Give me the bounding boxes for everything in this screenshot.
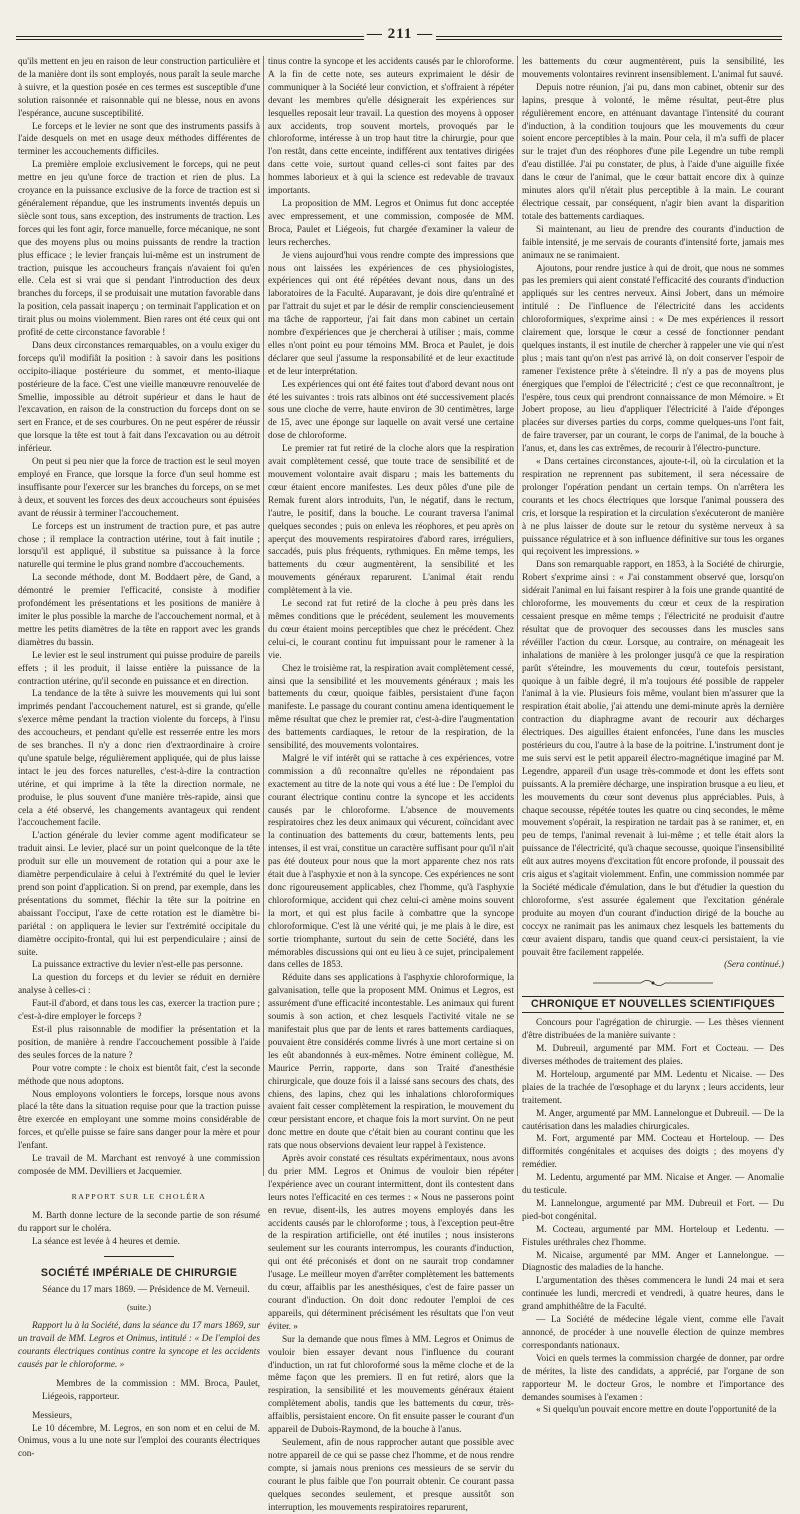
paragraph: Le travail de M. Marchant est renvoyé à une commission composée de MM. Devilliers et Jacquemier. bbox=[18, 1154, 260, 1177]
paragraph: La seconde méthode, dont M. Boddaert père, de Gand, a démontré le premier l'efficacité, consiste à modifier profondément les présentations et les positions de manière à imiter le plus possible la marche de l'accouchement normal, et à mettre les petits diamètres de la tête en rapport avec les grands diamètres du bassin. bbox=[18, 573, 260, 648]
paragraph: Le premier rat fut retiré de la cloche alors que la respiration avait complètement cessé, que toute trace de sensibilité et de mouvement volontaire avait disparu ; mais les battements du cœur étaient encore manifestes. Les deux pôles d'une pile de Remak furent alors introduits, l'un, le négatif, dans le rectum, l'autre, le positif, dans la bouche. Le courant traversa l'animal quelques secondes ; puis on enleva les réophores, et peu après on aperçut des mouvements respiratoires d'abord rares, irréguliers, saccadés, puis plus fréquents, rythmiques. En même temps, les battements du cœur augmentèrent, la sensibilité et les mouvements généraux reparurent. L'animal était rendu complètement à la vie. bbox=[268, 444, 514, 597]
paragraph: On peut si peu nier que la force de traction est le seul moyen employé en France, que lorsque la force d'un seul homme est insuffisante pour l'exercer sur les branches du forceps, on se met à deux, et souvent les forces des deux accoucheurs sont épuisées avant de réussir à terminer l'accouchement. bbox=[18, 457, 260, 519]
paragraph: Faut-il d'abord, et dans tous les cas, exercer la traction pure ; c'est-à-dire employer le forceps ? bbox=[18, 999, 260, 1023]
paragraph: La séance est levée à 4 heures et demie. bbox=[32, 1236, 180, 1247]
paragraph: Sur la demande que nous fîmes à MM. Legros et Onimus de vouloir bien essayer devant nous l'influence du courant d'induction, un rat fut chloroformé sous la même cloche et de la même façon que les premiers. Il en fut retiré, alors que la respiration, la sensibilité et les mouvements généraux étaient complètement abolis, tandis que les battements du cœur, très-affaiblis, persistaient encore. On fit ensuite passer le courant d'un appareil de Dubois-Raymond, de la bouche à l'anus. bbox=[268, 1334, 514, 1436]
paragraph: La puissance extractive du levier n'est-elle pas personne. bbox=[32, 960, 243, 971]
paragraph: M. Ledentu, argumenté par MM. Nicaise et Anger. — Anomalie du testicule. bbox=[522, 1173, 784, 1197]
paragraph: Le 10 décembre, M. Legros, en son nom et en celui de M. Onimus, vous a lu une note sur l'emploi des courants électriques con- bbox=[18, 1423, 260, 1460]
paragraph: les battements du cœur augmentèrent, puis la sensibilité, les mouvements volontaires revinrent insensiblement. L'animal fut sauvé. bbox=[522, 57, 784, 80]
paragraph: Est-il plus raisonnable de modifier la présentation et la position, de manière à rendre l'accouchement possible à l'aide des seules forces de la nature ? bbox=[18, 1024, 260, 1061]
paragraph: Concours pour l'agrégation de chirurgie. — Les thèses viennent d'être distribuées de la manière suivante : bbox=[522, 1018, 784, 1042]
paragraph: L'action générale du levier comme agent modificateur se traduit ainsi. Le levier, placé sur un point quelconque de la tête produit sur elle un mouvement de rotation qui a pour axe le diamètre perpendiculaire à celui à l'extrémité du quel le levier prend son point d'application. Si on prend, par exemple, dans les présentations du sommet, fléchir la tête sur la poitrine en abaissant l'occiput, l'axe de cette rotation est le diamètre bi-pariétal : on appliquera le levier sur l'extrémité occipitale du diamètre occipito-frontal, qui lui est perpendiculaire ; ainsi de suite. bbox=[18, 831, 260, 958]
paragraph: — La Société de médecine légale vient, comme elle l'avait annoncé, de procéder à une nouvelle élection de quinze membres correspondants nationaux. bbox=[522, 1315, 784, 1351]
paragraph: Le forceps et le levier ne sont que des instruments passifs à l'aide desquels on met en usage deux méthodes différentes de terminer les accouchements difficiles. bbox=[18, 121, 260, 158]
paragraph: Nous employons volontiers le forceps, lorsque nous avons placé la tête dans la situation requise pour que la traction puisse être exercée en employant une somme moins considérable de forces, et qu'elle puisse se faire sans danger pour la mère et pour l'enfant. bbox=[18, 1089, 260, 1152]
suite-label: (suite.) bbox=[126, 1302, 152, 1313]
paragraph: M. Horteloup, argumenté par MM. Ledentu et Nicaise. — Des plaies de la trachée de l'œsophage et du larynx ; leurs accidents, leur traitement. bbox=[522, 1069, 784, 1106]
section-divider bbox=[104, 1256, 174, 1257]
paragraph: L'argumentation des thèses commencera le lundi 24 mai et sera continuée les lundi, mercredi et vendredi, à quatre heures, dans le grand amphithéâtre de la Faculté. bbox=[522, 1276, 784, 1313]
paragraph: Malgré le vif intérêt qui se rattache à ces expériences, votre commission a dû reconnaître qu'elles ne répondaient pas exactement au titre de la note qui vous a été lue : De l'emploi du courant électrique continu contre la syncope et les accidents causés par le chloroforme. L'absence de mouvements respiratoires chez les deux animaux qui vécurent, coïncidant avec la continuation des battements du cœur, battements lents, peu intenses, il est vrai, constitue un caractère suffisant pour qu'il n'ait pas été douteux pour nous que la mort apparente chez nos rats était due à l'asphyxie et non à la syncope. Ces expériences ne sont donc rigoureusement applicables, chez l'homme, qu'à l'asphyxie chloroformique, accident qui chez celui-ci amène moins souvent la mort, et qui est plus facile à combattre que la syncope chloroformique. C'est là une vérité qui, je me plais à le dire, est sortie triomphante, surtout du sein de cette Société, dans les mémorables discussions qui ont eu lieu à ce sujet, principalement dans celles de 1853. bbox=[268, 753, 514, 971]
report-intro: Rapport lu à la Société, dans la séance du 17 mars 1869, sur un travail de MM. Legros et Onimus, intitulé : « De l'emploi des courants électriques continus contre la syncope et les accidents causés par le chloroforme. » bbox=[18, 1321, 260, 1370]
column-divider bbox=[263, 56, 264, 1176]
paragraph: « Dans certaines circonstances, ajoute-t-il, où la circulation et la respiration ne reprennent pas subitement, il sera nécessaire de prolonger l'opération pendant un certain temps. On n'arrêtera les courants et les chocs électriques que lorsque l'animal poussera des cris, et lorsque la respiration et la circulation s'exécuteront de manière à ne plus laisser de doute sur le retour du système nerveux à sa puissance régulatrice et à son influence définitive sur tous les organes qui reçoivent les impressions. » bbox=[522, 457, 784, 558]
paragraph: Ajoutons, pour rendre justice à qui de droit, que nous ne sommes pas les premiers qui aient constaté l'efficacité des courants d'induction appliqués sur les centres nerveux. Ainsi Jobert, dans un mémoire intitulé : De l'influence de l'électricité dans les accidents chloroformiques, s'exprime ainsi : « De mes expériences il ressort clairement que, lorsque le cœur a cessé de fonctionner pendant quelques instants, il est inutile de chercher à rappeler une vie qui n'est plus ; mais tant qu'on n'est pas arrivé là, on doit conserver l'espoir de ramener l'existence prête à s'éteindre. Il n'y a pas de moyens plus énergiques que l'emploi de l'électricité ; c'est ce que reconnaîtront, je l'espère, tous ceux qui prendront connaissance de mon Mémoire. » Et Jobert propose, au lieu d'appliquer l'électricité à l'aide d'éponges placées sur diverses parties du corps, comme quelques-uns l'ont fait, de faire traverser, par un courant, le corps de l'animal, de la bouche à l'anus, et, dans les cas extrêmes, de recourir à l'électro-puncture. bbox=[522, 263, 784, 455]
page-header bbox=[8, 24, 792, 52]
page-number: — 211 — bbox=[366, 26, 434, 42]
paragraph: Seulement, afin de nous rapprocher autant que possible avec notre appareil de ce qui se passe chez l'homme, et de nous rendre compte, si jamais nous prenions ces messieurs de se servir du courant le plus faible que l'on pourrait obtenir. Ce courant passa quelques secondes seulement, et presque aussitôt son interruption, les mouvements respiratoires reparurent, bbox=[268, 1437, 514, 1513]
column-divider bbox=[517, 56, 518, 1176]
paragraph: Je viens aujourd'hui vous rendre compte des impressions que nous ont laissées les expériences de ces physiologistes, expériences qui ont été répétées devant nous, dans un des laboratoires de la Faculté. Auparavant, je dois dire qu'entraîné et par l'attrait du sujet et par le désir de remplir consciencieusement ma tâche de rapporteur, j'ai fait dans mon cabinet un certain nombre d'expériences que je chercherai à utiliser ; mais, comme elles n'ont point eu pour témoins MM. Broca et Paulet, je dois déclarer que seul j'assume la responsabilité et de leur exactitude et de leur interprétation. bbox=[268, 250, 514, 377]
header-rule-left bbox=[16, 36, 364, 40]
paragraph: M. Lannelongue, argumenté par MM. Dubreuil et Fort. — Du pied-bot congénital. bbox=[522, 1198, 784, 1222]
paragraph: Le second rat fut retiré de la cloche à peu près dans les mêmes conditions que le précédent, seulement les mouvements du cœur étaient moins perceptibles que chez le précédent. Chez celui-ci, le courant continu fut impuissant pour le ramener à la vie. bbox=[268, 599, 514, 661]
continuation-note: (Sera continué.) bbox=[724, 960, 784, 971]
seance-line: Séance du 17 mars 1869. — Présidence de M. Verneuil. bbox=[42, 1285, 250, 1296]
paragraph: Pour votre compte : le choix est bientôt fait, c'est la seconde méthode que nous adoptons. bbox=[18, 1063, 260, 1087]
salutation: Messieurs, bbox=[32, 1410, 73, 1421]
paragraph: La proposition de MM. Legros et Onimus fut donc acceptée avec empressement, et une commission, composée de MM. Broca, Paulet et Liégeois, fut chargée d'examiner la valeur de leurs recherches. bbox=[268, 198, 514, 248]
paragraph: Voici en quels termes la commission chargée de donner, par ordre de mérites, la liste des candidats, a apprécié, par l'organe de son rapporteur M. le docteur Gros, le nombre et l'importance des demandes soumises à l'examen : bbox=[522, 1353, 784, 1403]
paragraph: M. Barth donne lecture de la seconde partie de son résumé du rapport sur le choléra. bbox=[18, 1210, 260, 1234]
paragraph: Dans son remarquable rapport, en 1853, à la Société de chirurgie, Robert s'exprime ainsi : « J'ai constamment observé que, lorsqu'on sidérait l'animal en lui faisant respirer à la fois une grande quantité de chloroforme, les mouvements du cœur et ceux de la respiration cessaient presque en même temps ; l'électricité ne produisit d'autre résultat que de provoquer des secousses dans les muscles sans révéiller l'action du cœur. Lorsque, au contraire, on ménageait les inhalations de manière à les prolonger jusqu'à ce que la respiration parût s'éteindre, les mouvements du cœur, toutefois persistant, quoique à un faible degré, il m'a toujours été possible de rappeler l'animal à la vie. Plusieurs fois même, voulant bien m'assurer que la respiration était abolie, j'ai attendu une demi-minute après la dernière contraction du diaphragme avant de recourir aux décharges électriques. Des aiguilles étaient enfoncées, l'une dans les muscles postérieurs du cou, l'autre à la base de la poitrine. L'instrument dont je me suis servi est le petit appareil électro-magnétique imaginé par M. Legendre, appareil d'un usage très-commode et dont les effets sont puissants. A la première décharge, une inspiration brusque a eu lieu, et les mouvements du cœur sont devenus plus appréciables. Puis, à chaque secousse, répétée toutes les quatre ou cinq secondes, le même mouvement s'opérait, la respiration ne tardait pas à se ranimer, et, en peu de temps, l'animal revenait à lui-même ; et telle était alors la puissance de l'électricité, qu'à chaque secousse, quoique l'insensibilité eût aux autres moyens d'excitation fût encore profonde, il poussait des cris aigus et s'agitait violemment. Enfin, une commission nommée par la Société médicale d'émulation, dans le but d'étudier la question du chloroforme, s'est assurée également que l'excitation générale produite au moyen d'un courant d'induction dirigé de la bouche au coccyx ne ranimait pas les animaux chez lesquels les battements du cœur avaient disparu, tandis que quand ceux-ci persistaient, la vie pouvait être facilement rappelée. bbox=[522, 560, 784, 958]
section-heading-rapport: RAPPORT SUR LE CHOLÉRA bbox=[71, 1191, 207, 1201]
society-title: SOCIÉTÉ IMPÉRIALE DE CHIRURGIE bbox=[40, 1267, 238, 1280]
paragraph: M. Dubreuil, argumenté par MM. Fort et Cocteau. — Des diverses méthodes de traitement des plaies. bbox=[522, 1044, 784, 1067]
header-rule-right bbox=[436, 36, 782, 40]
column-3 bbox=[522, 56, 784, 1417]
paragraph: Depuis notre réunion, j'ai pu, dans mon cabinet, obtenir sur des lapins, presque à volonté, le même résultat, peut-être plus régulièrement encore, en atténuant davantage l'intensité du courant d'induction, à la condition toujours que les mouvements du cœur soient encore perceptibles à la main. Pour cela, il m'a suffi de placer sur le trajet d'un des réophores d'une pile Legendre un tube rempli d'eau distillée. J'ai pu constater, de plus, à l'aide d'une aiguille fixée dans le cœur de l'animal, que le cœur battait encore dix à quinze minutes alors qu'il n'était plus perceptible à la main. Le courant électrique cessait, par conséquent, n'agir bien avant la disparition totale des battements cardiaques. bbox=[522, 82, 784, 222]
chronique-title: CHRONIQUE ET NOUVELLES SCIENTIFIQUES bbox=[522, 996, 784, 1013]
ornament-divider-icon bbox=[522, 978, 784, 988]
paragraph: M. Fort, argumenté par MM. Cocteau et Horteloup. — Des difformités congénitales et acquises des doigts ; des moyens d'y remédier. bbox=[522, 1134, 784, 1171]
paragraph: Si maintenant, au lieu de prendre des courants d'induction de faible intensité, je me servais de courants d'intensité forte, jamais mes animaux ne se ranimaient. bbox=[522, 224, 784, 261]
commission-members: Membres de la commission : MM. Broca, Paulet, Liégeois, rapporteur. bbox=[42, 1378, 260, 1402]
paragraph: Après avoir constaté ces résultats expérimentaux, nous avons du prier MM. Legros et Onimus de vouloir bien répéter l'expérience avec un courant intermittent, dont ils contestent dans leurs notes l'efficacité en ces termes : « Nous ne passerons point en revue, disent-ils, les autres moyens employés dans les accidents causés par le chloroforme ; tous, à l'exception peut-être de la respiration artificielle, ont été inutiles ; nous insisterons seulement sur les courants interrompus, les courants d'induction, qui ont été préconisés et dont on ne saurait trop condamner l'usage. Le meilleur moyen d'arrêter complètement les battements du cœur, affaiblis par les anesthésiques, c'est de faire passer un courant d'induction. On doit donc redouter l'emploi de ces appareils, qui déterminent précisément les résultats que l'on veut éviter. » bbox=[268, 1154, 514, 1332]
paragraph: « Si quelqu'un pouvait encore mettre en doute l'opportunité de la bbox=[536, 1405, 777, 1416]
column-2 bbox=[268, 56, 514, 1514]
paragraph: qu'ils mettent en jeu en raison de leur construction particulière et de la manière dont ils sont employés, nous paraît la seule marche à suivre, et la question posée en ces termes est susceptible d'une solution raisonnée et raisonnable qui ne blesse, nous en avons l'espérance, aucune susceptibilité. bbox=[18, 57, 260, 119]
newspaper-page bbox=[8, 24, 792, 1513]
paragraph: Les expériences qui ont été faites tout d'abord devant nous ont été les suivantes : trois rats albinos ont été successivement placés sous une cloche de verre, haute environ de 30 centimètres, large de 15, avec une éponge sur laquelle on avait versé une certaine dose de chloroforme. bbox=[268, 379, 514, 442]
paragraph: tinus contre la syncope et les accidents causés par le chloroforme. A la fin de cette note, ses auteurs exprimaient le désir de communiquer à la Société leur conviction, et s'offraient à répéter devant les membres qu'elle désignerait les expériences sur lesquelles reposait leur travail. La question des moyens à opposer aux accidents, trop souvent mortels, provoqués par le chloroforme, intéresse à un trop haut titre la chirurgie, pour que l'on restât, dans cette enceinte, indifférent aux tentatives dirigées dans cette voie, surtout quand celles-ci sont faites par des hommes laborieux et à qui la science est redevable de travaux importants. bbox=[268, 57, 514, 197]
paragraph: La première emploie exclusivement le forceps, qui ne peut mettre en jeu qu'une force de traction et rien de plus. La croyance en la puissance exclusive de la force de traction est si généralement répandue, que les instruments inventés depuis un siècle sont tous, sans exception, des instruments de traction. Les forces qui les font agir, force manuelle, force mécanique, ne sont que des moyens plus ou moins puissants de rendre la traction plus efficace ; le levier français lui-même est un instrument de traction, puisque les accoucheurs français n'avaient foi qu'en elle. Cela est si vrai que si pendant l'introduction des deux branches du forceps, il se produisait une mutation favorable dans la position, cela passait inaperçu ; on terminait l'application et on tirait plus ou moins violemment. Bien rares ont été ceux qui ont profité de cette circonstance favorable ! bbox=[18, 160, 260, 339]
paragraph: Dans deux circonstances remarquables, on a voulu exiger du forceps qu'il modifiât la position : à savoir dans les positions occipito-iliaque postérieure du sommet, et mento-iliaque postérieure de la face. C'est une vieille manœuvre renouvelée de Smellie, impossible au détroit supérieur et dans le haut de l'excavation, en raison de la construction du forceps dont on se sert en France, et de ses courbures. On ne peut espérer de réussir que lorsque la tête est tout à fait dans l'excavation ou au détroit inférieur. bbox=[18, 340, 260, 455]
paragraph: Réduite dans ses applications à l'asphyxie chloroformique, la galvanisation, telle que la proposent MM. Onimus et Legros, est assurément d'une efficacité incontestable. Les animaux qui furent soumis à son action, et chez lesquels l'activité vitale ne se manifestait plus que par de lents et rares battements cardiaques, pouvaient être considérés comme livrés à une mort certaine si on les eût abandonnés à eux-mêmes. Notre éminent collègue, M. Maurice Perrin, rapporte, dans son Traité d'anesthésie chirurgicale, que douze fois il a laissé sans secours des chats, des chiens, des lapins, chez qui les inhalations chloroformiques avaient fait cesser complètement la respiration, le mouvement du cœur persistant encore, et chaque fois la mort survint. On ne peut donc mettre en doute que c'était bien au courant continu que les rats que nous observions devaient leur rappel à l'existence. bbox=[268, 973, 514, 1152]
paragraph: M. Anger, argumenté par MM. Lannelongue et Dubreuil. — De la cautérisation dans les maladies chirurgicales. bbox=[522, 1108, 784, 1132]
paragraph: Le levier est le seul instrument qui puisse produire de pareils effets ; il les produit, il laisse entière la puissance de la contraction utérine, qu'il seconde en puissance et en direction. bbox=[18, 650, 260, 687]
paragraph: La tendance de la tête à suivre les mouvements qui lui sont imprimés pendant l'accouchement naturel, est si grande, qu'elle s'exerce même pendant la traction violente du forceps, à l'insu des accoucheurs, et pendant qu'elle est resserrée entre les mors de ses branches. Il n'y a donc rien d'extraordinaire à croire qu'une spatule belge, régulièrement appliquée, qui de plus laisse intact le jeu des forces naturelles, c'est-à-dire la contraction utérine, et qui imprime à la tête la direction normale, ne produise, le plus souvent d'une manière très-rapide, ainsi que cela a été observé, les changements avantageux qui rendent l'accouchement facile. bbox=[18, 689, 260, 829]
column-1 bbox=[18, 56, 260, 1461]
paragraph: M. Cocteau, argumenté par MM. Horteloup et Ledentu. — Fistules uréthrales chez l'homme. bbox=[522, 1224, 784, 1248]
paragraph: La question du forceps et du levier se réduit en dernière analyse à celles-ci : bbox=[18, 973, 260, 997]
paragraph: Le forceps est un instrument de traction pure, et pas autre chose ; il remplace la contraction utérine, tout à fait inutile ; lorsqu'il est appliqué, il substitue sa puissance à la force naturelle qui termine le plus grand nombre d'accouchements. bbox=[18, 521, 260, 571]
paragraph: Chez le troisième rat, la respiration avait complètement cessé, ainsi que la sensibilité et les mouvements généraux ; mais les battements du cœur, quoique faibles, persistaient d'une façon manifeste. Le passage du courant continu amena identiquement le même résultat que chez le premier rat, c'est-à-dire l'augmentation des battements cardiaques, le retour de la respiration, de la sensibilité, des mouvements volontaires. bbox=[268, 663, 514, 752]
paragraph: M. Nicaise, argumenté par MM. Anger et Lannelongue. — Diagnostic des maladies de la hanche. bbox=[522, 1250, 784, 1274]
